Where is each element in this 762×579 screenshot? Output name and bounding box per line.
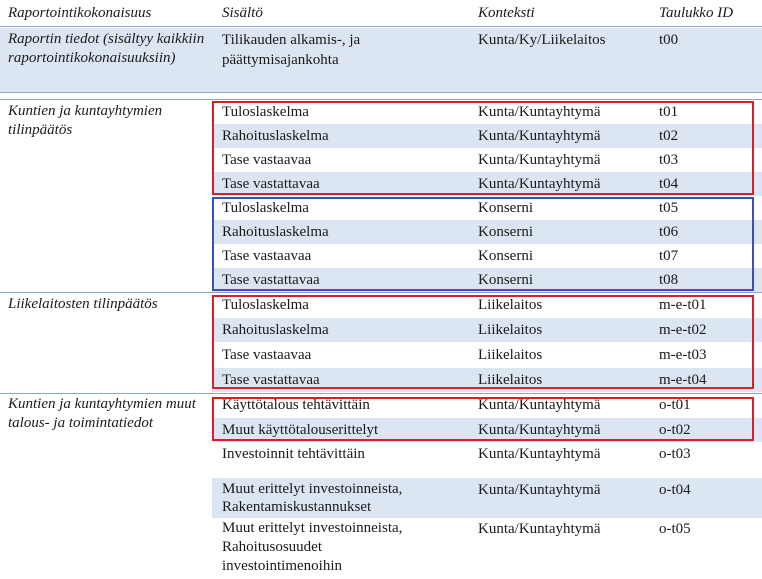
row-me-t03-content: Tase vastaavaa	[222, 347, 312, 363]
header-raportointikokonaisuus: Raportointikokonaisuus	[8, 5, 152, 21]
row-o-t03-content: Investoinnit tehtävittäin	[222, 446, 365, 462]
highlight-box-kayttotalous	[212, 397, 754, 441]
section-1-rule	[0, 92, 762, 93]
row-t02-context: Kunta/Kuntayhtymä	[478, 128, 601, 144]
row-t06-content: Rahoituslaskelma	[222, 224, 329, 240]
row-me-t03-id: m-e-t03	[659, 347, 707, 363]
row-t03-context: Kunta/Kuntayhtymä	[478, 152, 601, 168]
highlight-box-kunta	[212, 101, 754, 195]
row-t07-context: Konserni	[478, 248, 533, 264]
section-kuntien-tilinpaatos: Kuntien ja kuntayhtymien tilinpäätös	[8, 103, 163, 138]
row-t08-id: t08	[659, 272, 679, 288]
row-t01-context: Kunta/Kuntayhtymä	[478, 104, 601, 120]
row-o-t02-content: Muut käyttötalouserittelyt	[222, 422, 379, 438]
section-raportin-tiedot: Raportin tiedot (sisältyy kaikkiin raportointikokonaisuuksiin)	[8, 31, 205, 66]
header-taulukko-id: Taulukko ID	[659, 5, 734, 21]
row-me-t01-content: Tuloslaskelma	[222, 297, 309, 313]
row-me-t03-context: Liikelaitos	[478, 347, 543, 363]
highlight-box-konserni	[212, 197, 754, 291]
row-me-t04-id: m-e-t04	[659, 372, 707, 388]
row-o-t01-content: Käyttötalous tehtävittäin	[222, 397, 370, 413]
row-me-t02-id: m-e-t02	[659, 322, 707, 338]
row-o-t04-content: Muut erittelyt investoinneista, Rakentamiskustannukset	[222, 481, 403, 515]
row-me-t02-content: Rahoituslaskelma	[222, 322, 329, 338]
row-t02-content: Rahoituslaskelma	[222, 128, 329, 144]
header-sisalto: Sisältö	[222, 5, 263, 21]
row-t05-id: t05	[659, 200, 679, 216]
row-o-t02-context: Kunta/Kuntayhtymä	[478, 422, 601, 438]
section-2-rule	[0, 99, 762, 100]
row-t05-context: Konserni	[478, 200, 533, 216]
row-o-t05-id: o-t05	[659, 521, 691, 537]
row-me-t04-content: Tase vastattavaa	[222, 372, 320, 388]
row-o-t05-content: Muut erittelyt investoinneista, Rahoitusosuudet investointimenoihin	[222, 520, 403, 574]
row-t07-content: Tase vastaavaa	[222, 248, 312, 264]
row-t01-id: t01	[659, 104, 679, 120]
row-o-t03-context: Kunta/Kuntayhtymä	[478, 446, 601, 462]
header-konteksti: Konteksti	[478, 5, 535, 21]
row-o-t03-id: o-t03	[659, 446, 691, 462]
row-me-t01-context: Liikelaitos	[478, 297, 543, 313]
highlight-box-liikelaitos	[212, 295, 754, 389]
row-o-t04-context: Kunta/Kuntayhtymä	[478, 482, 601, 498]
row-t04-content: Tase vastattavaa	[222, 176, 320, 192]
row-t07-id: t07	[659, 248, 679, 264]
section-liikelaitosten-tilinpaatos: Liikelaitosten tilinpäätös	[8, 296, 158, 312]
row-t05-content: Tuloslaskelma	[222, 200, 309, 216]
row-o-t01-context: Kunta/Kuntayhtymä	[478, 397, 601, 413]
row-t06-context: Konserni	[478, 224, 533, 240]
row-o-t02-id: o-t02	[659, 422, 691, 438]
row-t02-id: t02	[659, 128, 679, 144]
row-t00-id: t00	[659, 32, 679, 48]
row-t00-context: Kunta/Ky/Liikelaitos	[478, 32, 606, 48]
row-t01-content: Tuloslaskelma	[222, 104, 309, 120]
row-t04-context: Kunta/Kuntayhtymä	[478, 176, 601, 192]
row-t08-content: Tase vastattavaa	[222, 272, 320, 288]
row-t03-id: t03	[659, 152, 679, 168]
row-t00-content: Tilikauden alkamis-, ja päättymisajankohta	[222, 32, 361, 68]
row-me-t01-id: m-e-t01	[659, 297, 707, 313]
row-o-t04-id: o-t04	[659, 482, 691, 498]
section-3-rule	[0, 292, 762, 293]
row-o-t01-id: o-t01	[659, 397, 691, 413]
row-t08-context: Konserni	[478, 272, 533, 288]
section-muut-talous-tiedot: Kuntien ja kuntayhtymien muut talous- ja toimintatiedot	[8, 396, 196, 431]
row-t04-id: t04	[659, 176, 679, 192]
row-me-t04-context: Liikelaitos	[478, 372, 543, 388]
header-rule	[0, 26, 762, 27]
row-t03-content: Tase vastaavaa	[222, 152, 312, 168]
row-t06-id: t06	[659, 224, 679, 240]
row-me-t02-context: Liikelaitos	[478, 322, 543, 338]
section-4-rule	[0, 393, 762, 394]
row-o-t05-context: Kunta/Kuntayhtymä	[478, 521, 601, 537]
